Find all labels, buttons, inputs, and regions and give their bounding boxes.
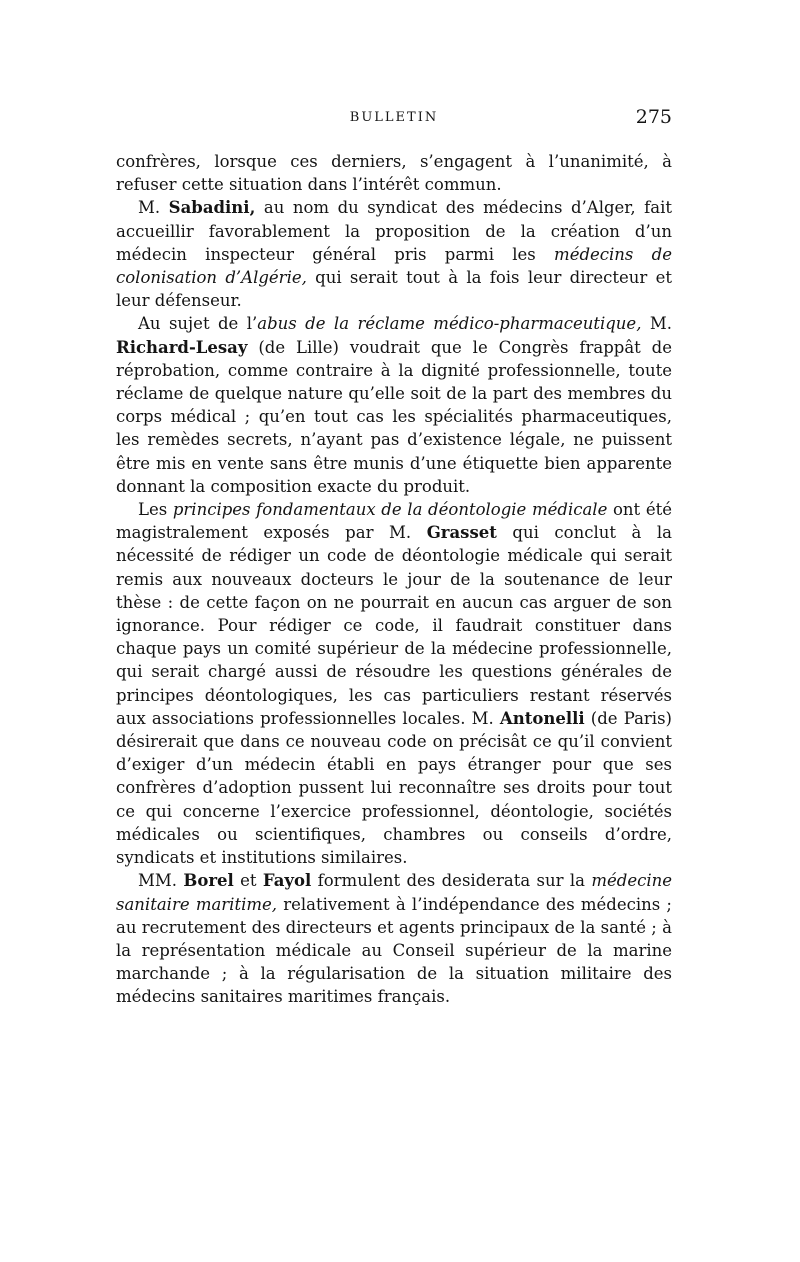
bold-name: Richard-Lesay — [116, 337, 248, 357]
running-head: BULLETIN — [349, 110, 439, 125]
text-run: qui conclut à la nécessité de rédiger un code de déontologie médicale qui serait remis aux nouveaux docteurs le jour de la soutenance de leur thèse : de cette façon on ne pourrait en aucun cas arguer de son ignorance. Pour rédiger ce code, il faudrait constituer dans chaque pays un comité supérieur de la médecine professionnelle, qui serait chargé aussi de résoudre les questions générales de principes déontologiques, les cas particuliers restant réservés aux associations professionnelles locales. M. — [116, 523, 672, 728]
bold-name: Sabadini, — [168, 198, 256, 218]
text-run: et — [233, 871, 263, 891]
text-run: Au sujet de l’ — [138, 314, 258, 334]
bold-name: Borel — [183, 871, 234, 891]
italic-phrase: principes fondamentaux de la déontologie médicale — [172, 500, 608, 520]
text-run: Les — [138, 500, 173, 520]
paragraph — [116, 196, 672, 312]
text-run: (de Lille) voudrait que le Congrès frappât de réprobation, comme contraire à la dignité professionnelle, toute réclame de quelque nature qu’elle soit de la part des membres du corps médical ; qu’en tout cas les spécialités pharmaceutiques, les remèdes secrets, n’ayant pas d’existence légale, ne puissent être mis en vente sans être munis d’une étiquette bien apparente donnant la composition exacte du produit. — [116, 337, 672, 496]
italic-phrase: abus de la réclame médico-pharmaceutique, — [257, 314, 642, 334]
text-run: au nom du syndicat des médecins d’Alger, fait accueillir favorablement la proposition de la création d’un médecin inspecteur général pris parmi les — [116, 198, 672, 264]
text-run: M. — [138, 198, 169, 218]
text-run: relativement à l’indépendance des médecins ; au recrutement des directeurs et agents principaux de la santé ; à la représentation médicale au Conseil supérieur de la marine marchande ; à la régularisation de la situation militaire des médecins sanitaires maritimes français. — [116, 894, 672, 1007]
paragraph — [116, 869, 672, 1008]
text-run: qui serait tout à la fois leur directeur et leur défenseur. — [116, 268, 672, 311]
page-number: 275 — [635, 106, 672, 128]
text-run: formulent des desiderata sur la — [311, 871, 592, 891]
paragraph — [116, 498, 672, 869]
bold-name: Fayol — [262, 871, 312, 891]
text-run: (de Paris) désirerait que dans ce nouveau code on précisât ce qu’il convient d’exiger d’un médecin établi en pays étranger pour que ses confrères d’adoption pussent lui reconnaître ses droits pour tout ce qui concerne l’exercice professionnel, déontologie, sociétés médicales ou scientifiques, chambres ou conseils d’ordre, syndicats et institutions similaires. — [116, 708, 672, 868]
text-run: M. — [641, 314, 672, 334]
italic-phrase: médecine sanitaire maritime, — [116, 871, 673, 914]
bold-name: Grasset — [426, 523, 497, 543]
italic-phrase: médecins de colonisation d’Algérie, — [116, 244, 673, 288]
paragraph — [116, 312, 672, 498]
text-run: MM. — [138, 871, 184, 891]
bold-name: Antonelli — [499, 708, 585, 728]
body-text — [116, 150, 672, 1009]
text-run: ont été magistralement exposés par M. — [116, 500, 672, 543]
paragraph — [116, 150, 672, 196]
page-header — [116, 106, 672, 136]
text-run: confrères, lorsque ces derniers, s’engagent à l’unanimité, à refuser cette situation dans l’intérêt commun. — [116, 152, 672, 195]
